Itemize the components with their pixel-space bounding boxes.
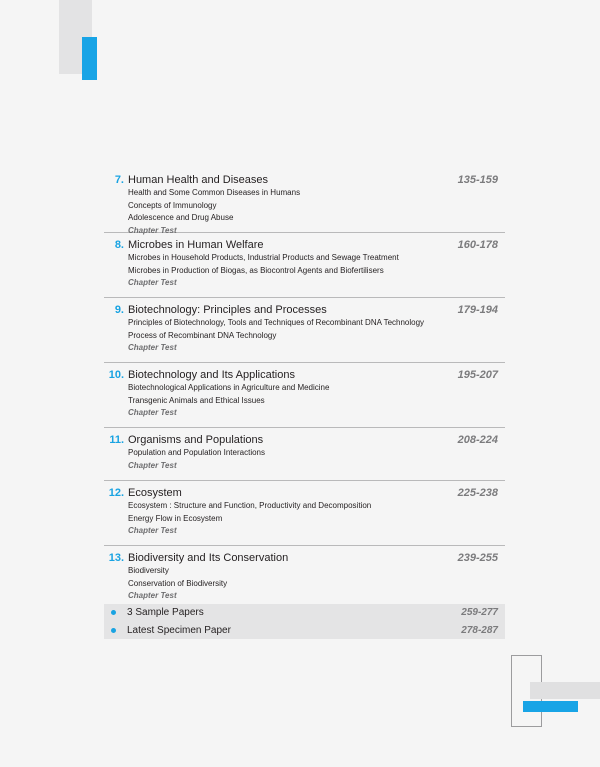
subtopic-item: Microbes in Production of Biogas, as Biocontrol Agents and Biofertilisers bbox=[128, 265, 384, 275]
chapter-title: Microbes in Human Welfare bbox=[128, 239, 264, 251]
chapter-page-range: 239-255 bbox=[457, 552, 498, 564]
chapter-number: 13. bbox=[108, 552, 124, 564]
chapter-test-label: Chapter Test bbox=[128, 343, 177, 352]
chapter-page-range: 225-238 bbox=[457, 487, 498, 499]
subtopic-item: Principles of Biotechnology, Tools and Techniques of Recombinant DNA Technology bbox=[128, 318, 425, 327]
chapter-number: 8. bbox=[114, 239, 124, 251]
chapter-number: 7. bbox=[114, 174, 124, 186]
chapter-number: 9. bbox=[114, 304, 124, 316]
chapter-number: 12. bbox=[108, 487, 124, 499]
chapter-test-label: Chapter Test bbox=[128, 526, 177, 535]
chapter-page-range: 208-224 bbox=[457, 434, 498, 446]
chapter-page-range: 179-194 bbox=[457, 304, 498, 316]
toc-chapter-entry bbox=[104, 173, 505, 233]
chapter-test-label: Chapter Test bbox=[128, 460, 177, 470]
extra-paper-label: 3 Sample Papers bbox=[127, 607, 204, 618]
chapter-title: Ecosystem bbox=[128, 487, 182, 499]
chapter-number: 10. bbox=[108, 369, 124, 381]
toc-chapter-entry bbox=[104, 551, 505, 599]
chapter-title: Organisms and Populations bbox=[128, 434, 264, 446]
decorative-corner-accent bbox=[82, 37, 97, 80]
chapter-page-range: 195-207 bbox=[457, 369, 498, 381]
subtopic-item: Population and Population Interactions bbox=[128, 448, 265, 457]
chapter-test-label: Chapter Test bbox=[128, 408, 177, 417]
chapter-page-range: 160-178 bbox=[457, 239, 498, 251]
chapter-subtopics bbox=[128, 447, 265, 472]
extra-paper-label: Latest Specimen Paper bbox=[127, 624, 231, 636]
subtopic-item: Ecosystem : Structure and Function, Productivity and Decomposition bbox=[128, 501, 372, 510]
subtopic-item: Process of Recombinant DNA Technology bbox=[128, 330, 277, 340]
subtopic-item: Transgenic Animals and Ethical Issues bbox=[128, 395, 265, 405]
chapter-subtopics bbox=[128, 187, 300, 237]
decorative-corner-block bbox=[530, 682, 600, 699]
table-of-contents bbox=[104, 173, 505, 599]
chapter-subtopics bbox=[128, 382, 329, 420]
subtopic-item: Adolescence and Drug Abuse bbox=[128, 213, 234, 222]
subtopic-item: Energy Flow in Ecosystem bbox=[128, 513, 223, 523]
extra-paper-entry bbox=[104, 622, 505, 640]
subtopic-item: Concepts of Immunology bbox=[128, 200, 217, 210]
subtopic-item: Biodiversity bbox=[128, 566, 169, 575]
extra-paper-page-range: 259-277 bbox=[461, 607, 498, 618]
subtopic-item: Biotechnological Applications in Agriculture and Medicine bbox=[128, 383, 330, 392]
bullet-icon bbox=[111, 628, 116, 633]
chapter-test-label: Chapter Test bbox=[128, 591, 177, 600]
chapter-subtopics bbox=[128, 252, 399, 290]
chapter-title: Biotechnology and Its Applications bbox=[128, 369, 295, 381]
chapter-subtopics bbox=[128, 500, 371, 538]
chapter-page-range: 135-159 bbox=[457, 174, 498, 186]
chapter-title: Human Health and Diseases bbox=[128, 174, 269, 186]
toc-chapter-entry bbox=[104, 433, 505, 481]
toc-chapter-entry bbox=[104, 238, 505, 298]
chapter-test-label: Chapter Test bbox=[128, 278, 177, 287]
chapter-subtopics bbox=[128, 565, 227, 603]
subtopic-item: Conservation of Biodiversity bbox=[128, 578, 228, 588]
toc-chapter-entry bbox=[104, 368, 505, 428]
chapter-title: Biodiversity and Its Conservation bbox=[128, 552, 289, 564]
extra-paper-page-range: 278-287 bbox=[461, 624, 498, 636]
chapter-subtopics bbox=[128, 317, 424, 355]
toc-chapter-entry bbox=[104, 303, 505, 363]
chapter-number: 11. bbox=[109, 434, 124, 446]
subtopic-item: Health and Some Common Diseases in Humans bbox=[128, 188, 301, 197]
subtopic-item: Microbes in Household Products, Industrial Products and Sewage Treatment bbox=[128, 253, 399, 262]
extra-papers-band bbox=[104, 604, 505, 639]
chapter-title: Biotechnology: Principles and Processes bbox=[128, 304, 327, 316]
extra-paper-entry bbox=[104, 604, 505, 622]
bullet-icon bbox=[111, 610, 116, 615]
chapter-test-label: Chapter Test bbox=[128, 225, 177, 235]
toc-chapter-entry bbox=[104, 486, 505, 546]
decorative-corner-accent bbox=[523, 701, 578, 712]
